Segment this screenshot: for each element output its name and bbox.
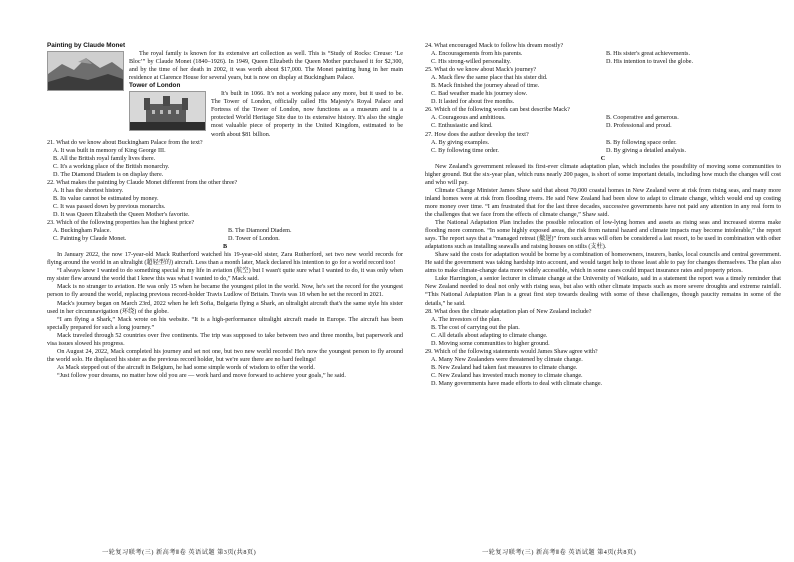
question-28-option-a: A. The investors of the plan. (431, 316, 501, 323)
question-23-options-row-2 (53, 235, 403, 243)
passage-b-paragraph: “I always knew I wanted to do something special in my life in aviation (航空) but I wasn't quite sure what I wanted to do, it was only when my sister flew around the world that I knew this was what I wanted to do,” Mack said. (47, 268, 403, 283)
question-21-stem: 21. What do we know about Buckingham Palace from the text? (47, 139, 203, 146)
question-26-options-row-2 (431, 122, 781, 130)
passage-b-paragraph: Mack's journey began on March 23rd, 2022 when he left Sofia, Bulgaria flying a Shark, an ultralight aircraft that's the same style his sister used in her circumnavigation (环绕) of the globe. (47, 300, 403, 315)
passage-c-paragraph: Shaw said the costs for adaptation would be borne by a combination of homeowners, insurers, banks, local councils and central government. He said the government was taking hardship into account, and would target help to those least able to pay for changes themselves. The plan also aims to make climate-change data more widely accessible, which in some cases could impact insurance rates and property prices. (425, 252, 781, 275)
question-26-option-b: B. Cooperative and generous. (606, 115, 679, 122)
tower-description: It's built in 1066. It's not a working palace any more, but it used to be. The Tower of London, officially called His Majesty's Royal Palace and Fortress of the Tower of London, now functions as a museum and is a protected World Heritage Site due to its extensive history. It's also the single most valuable piece of property in the United Kingdom, estimated to be worth about $81 billion. (211, 91, 403, 138)
section-b-heading: B (222, 244, 228, 251)
passage-b-paragraph: Mack traveled through 52 countries over five continents. The trip was supposed to take between two and three months, but paperwork and visa issues slowed his progress. (47, 332, 403, 347)
tower-of-london-image (129, 91, 206, 131)
question-28-stem: 28. What does the climate adaptation plan of New Zealand include? (425, 308, 592, 315)
question-27-option-b: B. By following space order. (606, 139, 677, 146)
passage-b-paragraph: Mack is no stranger to aviation. He was only 15 when he became the youngest pilot in the world. Now, he's set the record for the youngest person to fly around the world, replacing previous record-holder Travis Ludlow of Britain. Travis was 18 when he set the record in 2021. (47, 284, 403, 299)
question-21-option-b: B. All the British royal family lives there. (53, 155, 156, 162)
question-24-option-d: D. His intention to travel the globe. (606, 59, 693, 66)
tower-heading: Tower of London (129, 82, 181, 90)
question-26-options-row-1 (431, 114, 781, 122)
question-27-option-c: C. By following time order. (431, 147, 499, 154)
question-27-options-row-1 (431, 139, 781, 147)
passage-b-paragraph: “Just follow your dreams, no matter how old you are — work hard and move forward to achieve your goals,” he said. (57, 372, 346, 379)
page-3-footer: 一轮复习联考(三) 新高考Ⅱ卷 英语试题 第3页(共8页) (102, 549, 257, 556)
question-27-options-row-2 (431, 147, 781, 155)
passage-c-paragraph: The National Adaptation Plan includes the possible relocation of low-lying homes and assets as rising seas and increased storms make flooding more common. “In some highly exposed areas, the risk from natural hazard and climate impacts may become intolerable,” the report says. The report says that a “managed retreat (撤退)” from such areas will often be considered a last resort, to be used in combination with other adaptations such as installing seawalls and raising houses on stilts (支柱). (425, 220, 781, 251)
question-21-option-a: A. It was built in memory of King George III. (53, 147, 166, 154)
question-29-option-b: B. New Zealand had taken fast measures to climate change. (431, 364, 578, 371)
question-22-stem: 22. What makes the painting by Claude Monet different from the other three? (47, 179, 238, 186)
question-29-option-d: D. Many governments have made efforts to deal with climate change. (431, 380, 603, 387)
question-28-option-b: B. The cost of carrying out the plan. (431, 324, 520, 331)
monet-painting-image (47, 51, 124, 91)
painting-heading: Painting by Claude Monet (47, 42, 126, 49)
question-26-option-a: A. Courageous and ambitious. (431, 115, 506, 122)
question-26-option-d: D. Professional and proud. (606, 123, 672, 130)
question-24-stem: 24. What encouraged Mack to follow his dream mostly? (425, 43, 564, 49)
passage-c-paragraph: Climate Change Minister James Shaw said that about 70,000 coastal homes in New Zealand were at risk from rising seas, and many more inland homes were at risk from flooding rivers. He said New Zealand had been slow to adapt to climate change, which would end up costing more money over time. “I am frustrated that for the last three decades, successive governments have not paid any attention in any real form to the challenges that we face from the effects of climate change,” Shaw said. (425, 187, 781, 218)
question-22-option-b: B. Its value cannot be estimated by money. (53, 195, 159, 202)
question-27-option-a: A. By giving examples. (431, 139, 490, 146)
passage-c-paragraph: Luke Harrington, a senior lecturer in climate change at the University of Waikato, said in a statement the report was a timely reminder that New Zealand needed to deal not only with rising seas, but also with other climate impacts such as more severe droughts and extreme rainfall. “This National Adaptation Plan is a great first step towards dealing with some of these challenges, though paucity remains in some of the details,” he said. (425, 276, 781, 307)
question-23-stem: 23. Which of the following properties has the highest price? (47, 220, 195, 227)
question-21-option-c: C. It's a working place of the British monarchy. (53, 163, 170, 170)
question-21-option-d: D. The Diamond Diadem is on display there. (53, 171, 164, 178)
exam-page-3 (47, 42, 403, 542)
question-23-options-row-1 (53, 227, 403, 235)
question-24-options-row-2 (431, 58, 781, 66)
painting-description: The royal family is known for its extensive art collection as well. This is “Study of Rocks: Creuse: ‘Le Bloc’” by Claude Monet (1840–1926). In 1949, Queen Elizabeth the Queen Mother purchased it for $2,300, and by the time of her death in 2002, it was worth about $17,000. The Monet painting hung in her main residence at Clarence House for several years, but is now on display at Buckingham Palace. (129, 51, 403, 82)
exam-page-4 (425, 42, 781, 542)
question-25-option-c: C. Bad weather made his journey slow. (431, 91, 528, 98)
question-28-option-c: C. All details about adapting to climate change. (431, 332, 548, 339)
question-27-stem: 27. How does the author develop the text? (425, 131, 529, 138)
question-23-option-a: A. Buckingham Palace. (53, 228, 111, 235)
question-29-stem: 29. Which of the following statements would James Shaw agree with? (425, 348, 598, 355)
question-23-option-b: B. The Diamond Diadem. (228, 228, 292, 235)
question-25-option-b: B. Mack finished the journey ahead of time. (431, 83, 540, 90)
passage-b-paragraph: On August 24, 2022, Mack completed his journey and set not one, but two new world records! He's now the youngest person to fly around the world solo. He displaced his sister as the previous record holder, but we're sure there are no hard feelings! (47, 348, 403, 363)
question-25-option-d: D. It lasted for about five months. (431, 99, 515, 106)
question-27-option-d: D. By giving a detailed analysis. (606, 147, 686, 154)
passage-b-paragraph: As Mack stepped out of the aircraft in Belgium, he had some simple words of wisdom to offer the world. (57, 364, 315, 371)
passage-c-paragraph: New Zealand's government released its first-ever climate adaptation plan, which includes the possibility of moving some communities to higher ground. But the six-year plan, which runs nearly 200 pages, is short of some important details, including how much the changes will cost and who will pay. (425, 163, 781, 186)
question-22-option-d: D. It was Queen Elizabeth the Queen Mother's favorite. (53, 211, 190, 218)
page-4-footer: 一轮复习联考(三) 新高考Ⅱ卷 英语试题 第4页(共8页) (482, 549, 637, 556)
question-22-option-a: A. It has the shortest history. (53, 187, 124, 194)
section-c-heading: C (600, 155, 606, 162)
passage-b-paragraph: In January 2022, the now 17-year-old Mack Rutherford watched his 19-year-old sister, Zara Rutherford, set two new world records for flying around the world in an ultralight (超轻型的) aircraft. Less than a month later, Mack declared his intention to go for a world record too! (47, 252, 403, 267)
passage-b-paragraph: “I am flying a Shark,” Mack wrote on his website. “It is a high-performance ultralight aircraft made in Europe. The aircraft has been specially prepared for such a long journey.” (47, 316, 403, 331)
question-25-option-a: A. Mack flew the same place that his sister did. (431, 75, 548, 82)
question-24-option-c: C. His strong-willed personality. (431, 59, 511, 66)
question-25-stem: 25. What do we know about Mack's journey? (425, 67, 537, 74)
question-24-options-row-1 (431, 50, 781, 58)
question-24-option-a: A. Encouragements from his parents. (431, 51, 523, 58)
question-26-option-c: C. Enthusiastic and kind. (431, 123, 493, 130)
question-26-stem: 26. Which of the following words can best describe Mack? (425, 107, 570, 114)
question-23-option-c: C. Painting by Claude Monet. (53, 236, 127, 243)
question-29-option-a: A. Many New Zealanders were threatened by climate change. (431, 356, 583, 363)
question-29-option-c: C. New Zealand has invested much money to climate change. (431, 372, 583, 379)
question-28-option-d: D. Moving some communities to higher ground. (431, 340, 550, 347)
question-22-option-c: C. It was passed down by previous monarchs. (53, 203, 166, 210)
question-24-option-b: B. His sister's great achievements. (606, 51, 690, 58)
question-23-option-d: D. Tower of London. (228, 236, 280, 243)
